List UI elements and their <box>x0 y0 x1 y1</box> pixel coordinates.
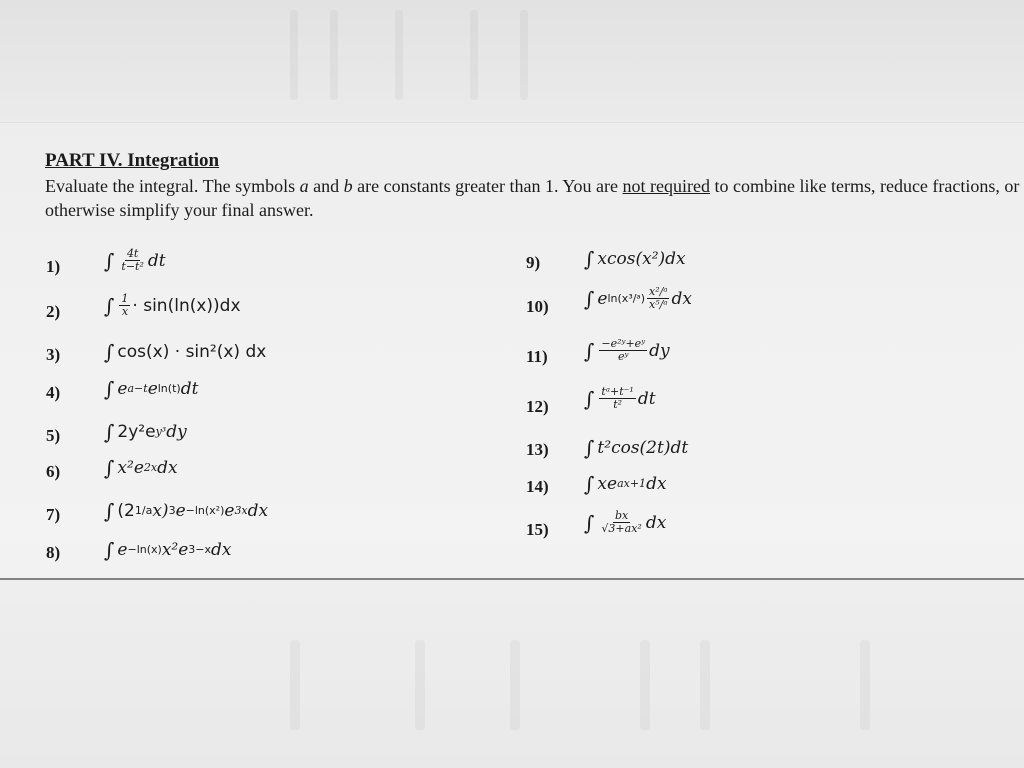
problem-number: 8) <box>46 543 61 562</box>
problem-number: 13) <box>526 440 549 459</box>
problem-15-integral: ∫ $\frac{bx}{\text{√3+ax²}}$ dx <box>584 509 667 535</box>
problem-1-integral: ∫ $\frac{4t}{\text{t−t²}}$ dt <box>104 247 166 273</box>
problem-5-integral: ∫ 2y²e y³ dy <box>104 420 187 444</box>
previous-page-bleed <box>0 0 1024 122</box>
problem-8-integral: ∫ e −ln(x) x²e 3−x dx <box>104 538 232 562</box>
problem-14-integral: ∫ xe ax+1 dx <box>584 472 667 496</box>
problem-4-integral: ∫ e a−t e ln(t) dt <box>104 377 199 401</box>
problem-number: 3) <box>46 345 61 364</box>
problem-number: 2) <box>46 302 61 321</box>
problem-number: 1) <box>46 257 61 276</box>
sheet-top-edge <box>0 122 1024 123</box>
problem-number: 14) <box>526 477 549 496</box>
problem-number: 6) <box>46 462 61 481</box>
problem-number: 12) <box>526 397 549 416</box>
problem-10-integral: ∫ e ln(x³/ᵃ) $\frac{\text{x²/ᵃ}}{\text{x⁵/ᵃ}}$ dx <box>584 285 692 311</box>
problem-number: 11) <box>526 347 548 366</box>
problem-number: 9) <box>526 253 541 272</box>
underlined-phrase: not required <box>622 176 710 196</box>
problem-number: 7) <box>46 505 61 524</box>
problem-number: 5) <box>46 426 61 445</box>
next-page-bleed <box>0 580 1024 768</box>
problem-11-integral: ∫ $\frac{\text{−e²ʸ+eʸ}}{\text{eʸ}}$ dy <box>584 337 670 363</box>
problem-13-integral: ∫ t²cos(2t)dt <box>584 436 689 460</box>
problem-6-integral: ∫ x²e 2x dx <box>104 456 178 480</box>
problem-number: 15) <box>526 520 549 539</box>
problem-number: 10) <box>526 297 549 316</box>
problem-9-integral: ∫ xcos(x²)dx <box>584 247 686 271</box>
section-heading: PART IV. Integration <box>45 150 220 171</box>
instructions-paragraph: Evaluate the integral. The symbols a and b are constants greater than 1. You are not required to combine like terms, reduce fractions, or otherwise simplify your final answer. <box>45 176 1020 220</box>
problem-3-integral: ∫ cos(x) · sin²(x) dx <box>104 340 267 364</box>
problem-2-integral: ∫ $\frac{1}{x}$ · sin(ln(x))dx <box>104 292 241 318</box>
problem-number: 4) <box>46 383 61 402</box>
problem-7-integral: ∫ (2 1/a x) 3 e −ln(x²) e 3x dx <box>104 499 269 523</box>
problem-12-integral: ∫ $\frac{\text{tᵃ+t⁻¹}}{\text{t²}}$ dt <box>584 385 656 411</box>
